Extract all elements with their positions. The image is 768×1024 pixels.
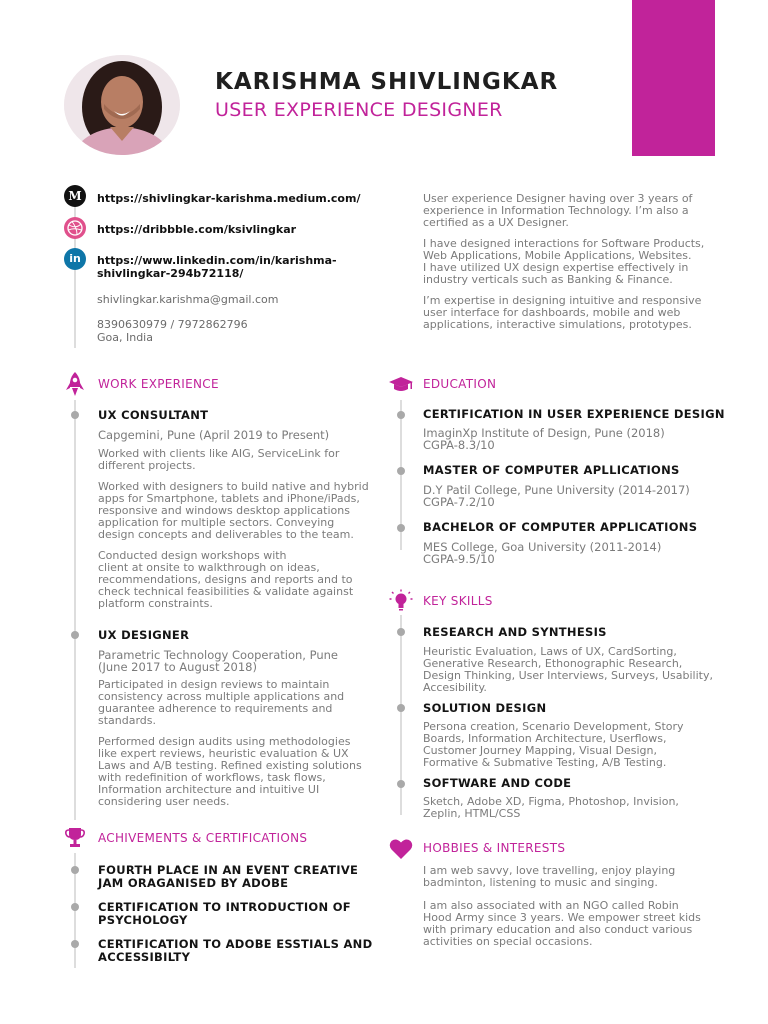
timeline-dot [397,411,405,419]
lightbulb-icon [389,589,413,613]
timeline-dot [71,940,79,948]
achievement-item: FOURTH PLACE IN AN EVENT CREATIVE JAM ORAGANISED BY ADOBE [98,863,359,890]
summary-paragraph-3: I’m expertise in designing intuitive and responsive user interface for dashboards, mobile and web applications, interactive simulations, prototypes. [423,294,702,331]
skill-title: RESEARCH AND SYNTHESIS [423,625,607,639]
key-skills-title: KEY SKILLS [423,594,493,608]
medium-link[interactable]: https://shivlingkar-karishma.medium.com/ [97,192,361,205]
education-item-title: BACHELOR OF COMPUTER APPLICATIONS [423,520,698,534]
timeline-dot [397,467,405,475]
summary-paragraph-1: User experience Designer having over 3 years of experience in Information Technology. I’m also a certified as a UX Designer. [423,192,693,229]
timeline-dot [397,628,405,636]
timeline-dot [71,411,79,419]
achievement-item: CERTIFICATION TO INTRODUCTION OF PSYCHOLOGY [98,900,351,927]
education-school: ImaginXp Institute of Design, Pune (2018) CGPA-8.3/10 [423,426,665,452]
timeline-dot [71,631,79,639]
graduation-cap-icon [388,376,414,394]
avatar [64,55,180,155]
timeline-dot [397,704,405,712]
trophy-icon [64,826,86,848]
work-experience-title: WORK EXPERIENCE [98,377,219,391]
education-item-title: CERTIFICATION IN USER EXPERIENCE DESIGN [423,407,725,421]
skill-title: SOLUTION DESIGN [423,701,547,715]
hobbies-title: HOBBIES & INTERESTS [423,841,566,855]
job-description: Worked with clients like AIG, ServiceLink for different projects. [98,447,340,472]
dribbble-icon[interactable] [64,217,86,239]
achievement-item: CERTIFICATION TO ADOBE ESSTIALS AND ACCESSIBILTY [98,937,373,964]
hobbies-paragraph-1: I am web savvy, love travelling, enjoy playing badminton, listening to music and singing. [423,864,676,889]
job-company: Parametric Technology Cooperation, Pune (June 2017 to August 2018) [98,648,338,674]
location-text: Goa, India [97,331,153,344]
linkedin-icon[interactable]: in [64,248,86,270]
work-timeline [74,400,76,820]
accent-block [632,0,715,156]
education-item-title: MASTER OF COMPUTER APLLICATIONS [423,463,680,477]
linkedin-link[interactable] [97,254,337,280]
timeline-dot [71,903,79,911]
email-text: shivlingkar.karishma@gmail.com [97,293,279,306]
linkedin-link-line-1: https://www.linkedin.com/in/karishma- [97,254,337,267]
skill-description: Sketch, Adobe XD, Figma, Photoshop, Invision, Zeplin, HTML/CSS [423,795,679,820]
dribbble-link[interactable]: https://dribbble.com/ksivlingkar [97,223,297,236]
timeline-dot [397,780,405,788]
job-description: Performed design audits using methodologies like expert reviews, heuristic evaluation & UX Laws and A/B testing. Refined existing solutions with redefinition of workflows, task flows, Information architecture and intuitive UI considering user needs. [98,735,362,808]
job-description: Worked with designers to build native and hybrid apps for Smartphone, tablets and iPhone/iPads, responsive and windows desktop applications application for multiple sectors. Conveying design concepts and deliverables to the team. [98,480,369,541]
job-description: Conducted design workshops with client at onsite to walkthrough on ideas, recommendations, designs and reports and to check technical feasibilities & validate against platform constraints. [98,549,354,610]
timeline-dot [71,866,79,874]
job-description: Participated in design reviews to maintain consistency across multiple applications and guarantee adherence to requirements and standards. [98,678,345,727]
rocket-icon [65,371,85,397]
candidate-name: KARISHMA SHIVLINGKAR [215,69,559,95]
linkedin-link-line-2: shivlingkar-294b72118/ [97,267,244,280]
medium-icon[interactable]: M [64,185,86,207]
job-company: Capgemini, Pune (April 2019 to Present) [98,428,330,442]
skill-description: Persona creation, Scenario Development, Story Boards, Information Architecture, Userflows, Customer Journey Mapping, Visual Design, Formative & Submative Testing, A/B Testing. [423,720,684,769]
education-title: EDUCATION [423,377,497,391]
heart-icon [389,838,413,860]
hobbies-paragraph-2: I am also associated with an NGO called Robin Hood Army since 3 years. We empower street kids with primary education and also conduct various activities on special occasions. [423,899,701,948]
education-school: MES College, Goa University (2011-2014) CGPA-9.5/10 [423,540,662,566]
timeline-dot [397,524,405,532]
education-school: D.Y Patil College, Pune University (2014-2017) CGPA-7.2/10 [423,483,690,509]
summary-paragraph-2: I have designed interactions for Software Products, Web Applications, Mobile Applications, Websites. I have utilized UX design expertise effectively in industry verticals such as Banking & Finance. [423,237,705,286]
job-title: UX DESIGNER [98,628,190,642]
skill-title: SOFTWARE AND CODE [423,776,572,790]
candidate-role: USER EXPERIENCE DESIGNER [215,99,503,121]
achievements-title: ACHIVEMENTS & CERTIFICATIONS [98,831,308,845]
job-title: UX CONSULTANT [98,408,209,422]
phone-text: 8390630979 / 7972862796 [97,318,248,331]
skill-description: Heuristic Evaluation, Laws of UX, CardSorting, Generative Research, Ethonographic Research, Design Thinking, User Interviews, Surveys, Usability, Accesibility. [423,645,713,694]
